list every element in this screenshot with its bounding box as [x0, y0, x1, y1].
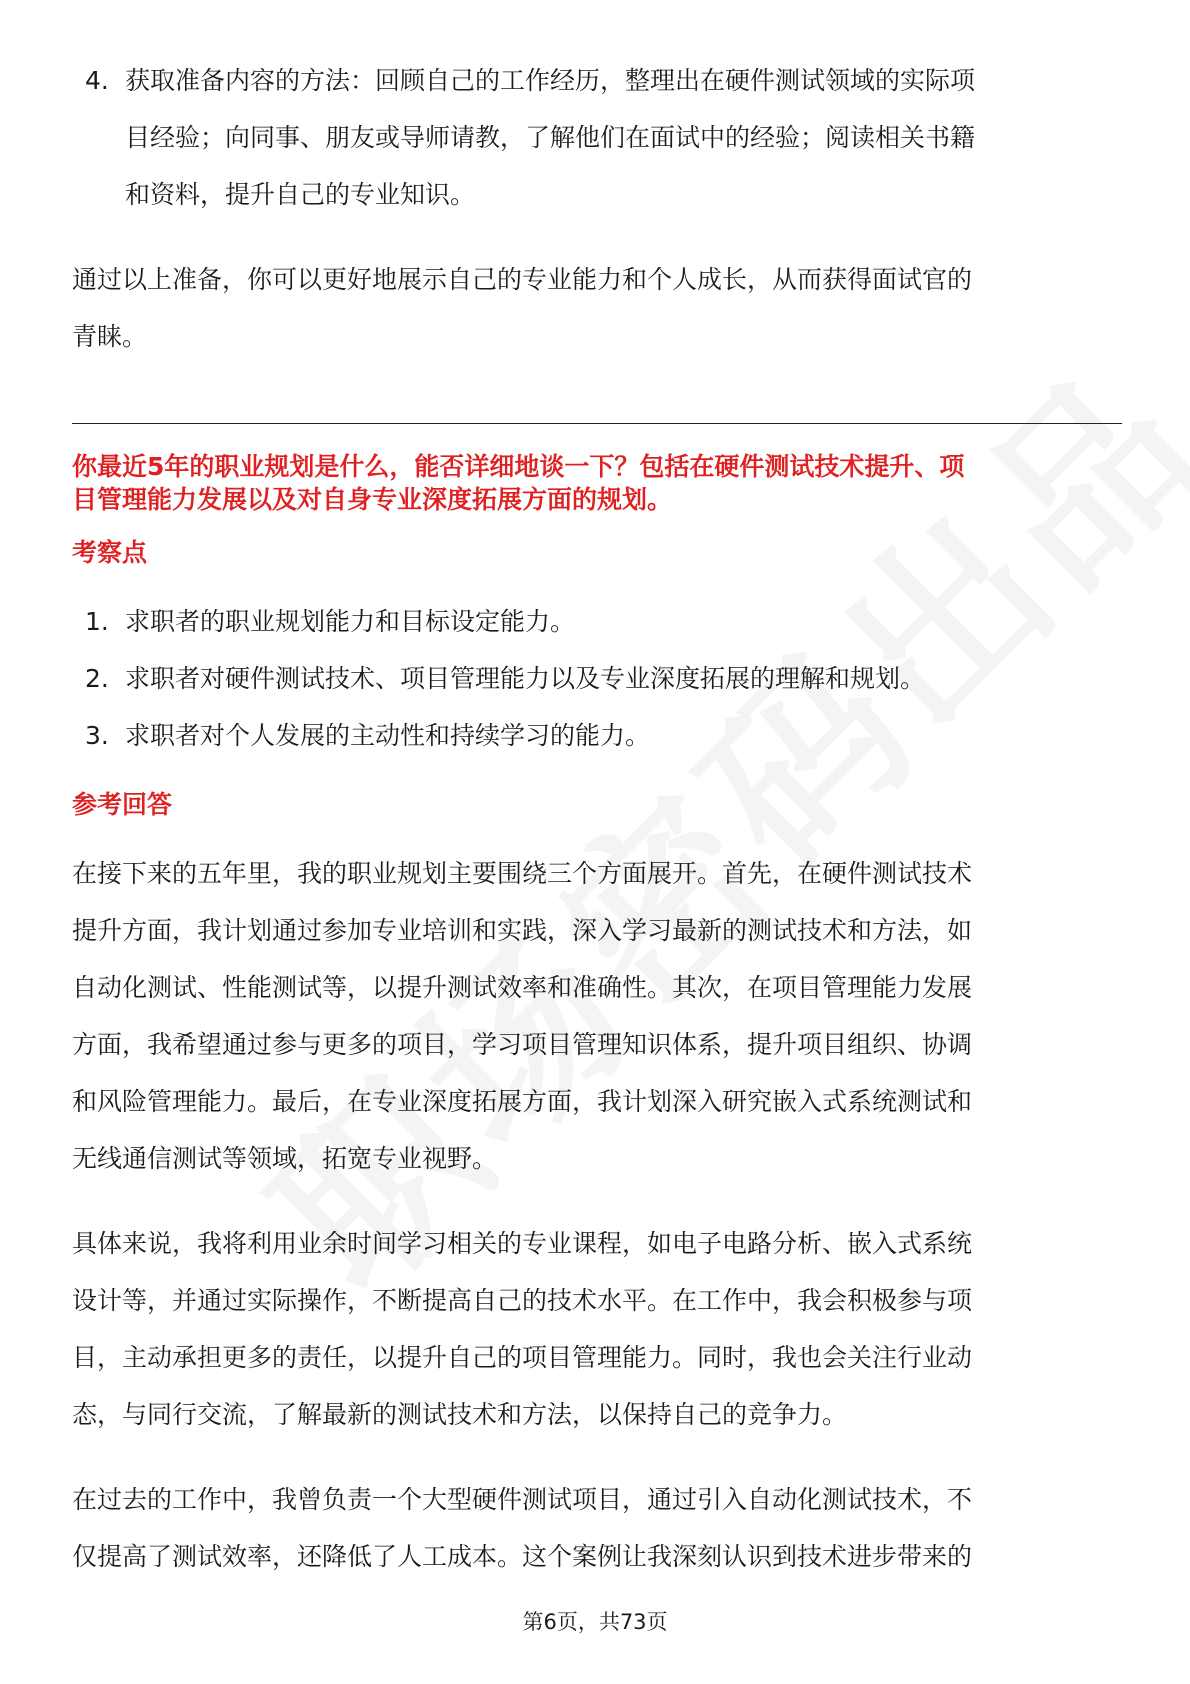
list-item — [72, 593, 1122, 650]
list-item-text: 求职者对个人发展的主动性和持续学习的能力。 — [125, 721, 651, 750]
assessment-heading: 考察点 — [72, 538, 148, 567]
list-item — [72, 650, 1122, 707]
answer-paragraph — [72, 845, 1122, 1187]
page-footer — [0, 1606, 1190, 1636]
assessment-list — [72, 593, 1122, 764]
summary-paragraph — [72, 251, 1122, 365]
paragraph-line: 无线通信测试等领域，拓宽专业视野。 — [72, 1144, 498, 1173]
paragraph-line: 方面，我希望通过参与更多的项目，学习项目管理知识体系，提升项目组织、协调 — [72, 1030, 973, 1059]
answer-heading: 参考回答 — [72, 790, 173, 819]
section-divider — [72, 423, 1122, 424]
list-item-number: 3. — [85, 721, 109, 750]
question-line: 目管理能力发展以及对自身专业深度拓展方面的规划。 — [72, 485, 673, 514]
paragraph-line: 设计等，并通过实际操作，不断提高自己的技术水平。在工作中，我会积极参与项 — [72, 1286, 973, 1315]
list-item-line: 获取准备内容的方法：回顾自己的工作经历，整理出在硬件测试领域的实际项 — [125, 66, 976, 95]
paragraph-line: 态，与同行交流，了解最新的测试技术和方法，以保持自己的竞争力。 — [72, 1400, 848, 1429]
page-number: 第6页，共73页 — [522, 1610, 668, 1634]
list-item-text: 求职者对硬件测试技术、项目管理能力以及专业深度拓展的理解和规划。 — [125, 664, 926, 693]
answer-paragraph — [72, 1471, 1122, 1585]
document-page — [72, 52, 1122, 1585]
previous-list — [72, 52, 1122, 223]
list-item-line: 和资料，提升自己的专业知识。 — [125, 180, 476, 209]
question-line: 你最近5年的职业规划是什么，能否详细地谈一下？包括在硬件测试技术提升、项 — [72, 452, 965, 481]
paragraph-line: 通过以上准备，你可以更好地展示自己的专业能力和个人成长，从而获得面试官的 — [72, 265, 973, 294]
list-item — [72, 52, 1122, 223]
paragraph-line: 自动化测试、性能测试等，以提升测试效率和准确性。其次，在项目管理能力发展 — [72, 973, 973, 1002]
paragraph-line: 在接下来的五年里，我的职业规划主要围绕三个方面展开。首先，在硬件测试技术 — [72, 859, 973, 888]
paragraph-line: 目，主动承担更多的责任，以提升自己的项目管理能力。同时，我也会关注行业动 — [72, 1343, 973, 1372]
list-item-number: 4. — [85, 66, 109, 95]
list-item-number: 1. — [85, 607, 109, 636]
interview-question — [72, 450, 1122, 516]
list-item-number: 2. — [85, 664, 109, 693]
paragraph-line: 仅提高了测试效率，还降低了人工成本。这个案例让我深刻认识到技术进步带来的 — [72, 1542, 973, 1571]
answer-paragraph — [72, 1215, 1122, 1443]
paragraph-line: 在过去的工作中，我曾负责一个大型硬件测试项目，通过引入自动化测试技术，不 — [72, 1485, 973, 1514]
paragraph-line: 具体来说，我将利用业余时间学习相关的专业课程，如电子电路分析、嵌入式系统 — [72, 1229, 973, 1258]
list-item — [72, 707, 1122, 764]
paragraph-line: 和风险管理能力。最后，在专业深度拓展方面，我计划深入研究嵌入式系统测试和 — [72, 1087, 973, 1116]
list-item-line: 目经验；向同事、朋友或导师请教，了解他们在面试中的经验；阅读相关书籍 — [125, 123, 976, 152]
paragraph-line: 青睐。 — [72, 322, 148, 351]
paragraph-line: 提升方面，我计划通过参加专业培训和实践，深入学习最新的测试技术和方法，如 — [72, 916, 973, 945]
list-item-text: 求职者的职业规划能力和目标设定能力。 — [125, 607, 576, 636]
